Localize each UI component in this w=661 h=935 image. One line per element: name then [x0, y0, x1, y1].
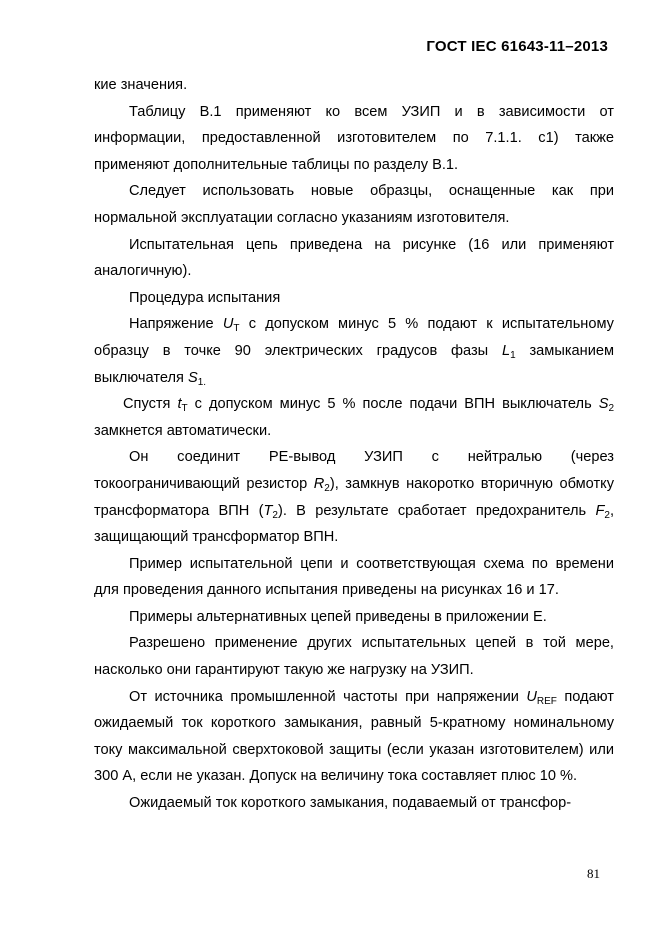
document-body	[94, 72, 614, 817]
text-run: Процедура испытания	[129, 289, 281, 306]
symbol: F	[595, 502, 605, 519]
text-run: Спустя	[123, 396, 178, 413]
text-run: кие значения.	[94, 77, 188, 93]
subscript: 1.	[197, 376, 207, 388]
subscript: 2	[272, 509, 278, 521]
standard-header: ГОСТ IEC 61643-11–2013	[426, 38, 608, 55]
symbol: R	[313, 475, 325, 492]
text-run: ), замкнув накоротко вторичную обмотку трансформатора ВПН (	[94, 475, 614, 519]
paragraph-example-circuit	[94, 551, 614, 604]
text-run: Ожидаемый ток короткого замыкания, подаваемый от трансфор-	[129, 795, 572, 812]
text-run: Напряжение	[129, 316, 223, 333]
text-run: Следует использовать новые образцы, оснащенные как при нормальной эксплуатации согласно указаниям изготовителя.	[94, 183, 614, 226]
subscript: T	[233, 323, 240, 335]
symbol: T	[263, 502, 273, 519]
text-run: Таблицу В.1 применяют ко всем УЗИП и в зависимости от информации, предоставленной изготовителем по 7.1.1. с1) также применяют дополнительные таблицы по разделу В.1.	[94, 103, 614, 173]
text-run: с допуском минус 5 % подают к испытательному образцу в точке 90 электрических градусов фазы	[94, 316, 614, 359]
symbol: S	[187, 369, 198, 386]
text-run: Он соединит PE-вывод УЗИП с нейтралью (через токоограничивающий резистор	[94, 449, 614, 492]
paragraph-other-circuits	[94, 630, 614, 683]
text-run: Испытательная цепь приведена на рисунке (16 или применяют аналогичную).	[94, 236, 614, 280]
paragraph-test-circuit	[94, 232, 614, 285]
symbol: L	[501, 342, 511, 359]
paragraph-expected-current	[94, 790, 614, 817]
paragraph-alternative-circuits	[94, 604, 614, 631]
symbol: S	[598, 396, 609, 413]
paragraph-new-samples	[94, 178, 614, 231]
text-run: , защищающий трансформатор ВПН.	[94, 502, 614, 546]
page-number: 81	[587, 866, 600, 881]
subscript: 2	[324, 482, 330, 494]
text-run: замкнется автоматически.	[94, 422, 272, 439]
subscript: 1	[510, 349, 516, 361]
text-run: Примеры альтернативных цепей приведены в приложении Е.	[129, 608, 547, 625]
subscript: REF	[536, 695, 557, 707]
subscript: 2	[604, 509, 610, 521]
paragraph-procedure-heading	[94, 285, 614, 312]
paragraph-table-b1	[94, 99, 614, 179]
subscript: 2	[608, 403, 614, 415]
paragraph-switch-s2	[94, 391, 614, 444]
symbol: U	[526, 688, 537, 705]
text-run: Пример испытательной цепи и соответствующая схема по времени для проведения данного испытания приведены на рисунках 16 и 17.	[94, 555, 614, 599]
text-run: ). В результате сработает предохранитель	[277, 502, 596, 519]
text-run: замыканием выключателя	[94, 342, 615, 386]
paragraph-voltage-ut	[94, 311, 614, 391]
paragraph-continuation	[94, 72, 614, 99]
symbol: U	[222, 316, 234, 333]
text-run: с допуском минус 5 % после подачи ВПН выключатель	[187, 396, 599, 413]
paragraph-short-circuit-current	[94, 684, 614, 790]
paragraph-pe-connection	[94, 444, 614, 550]
text-run: подают ожидаемый ток короткого замыкания, равный 5-кратному номинальному току максимальной сверхтоковой защиты (если указан изготовителем) или 300 А, если не указан. Допуск на величину тока составляет плюс 10 %.	[94, 688, 614, 785]
symbol: t	[177, 396, 182, 413]
subscript: T	[181, 403, 188, 415]
text-run: Разрешено применение других испытательных цепей в той мере, насколько они гарантируют такую же нагрузку на УЗИП.	[94, 635, 614, 679]
text-run: От источника промышленной частоты при напряжении	[129, 688, 527, 705]
